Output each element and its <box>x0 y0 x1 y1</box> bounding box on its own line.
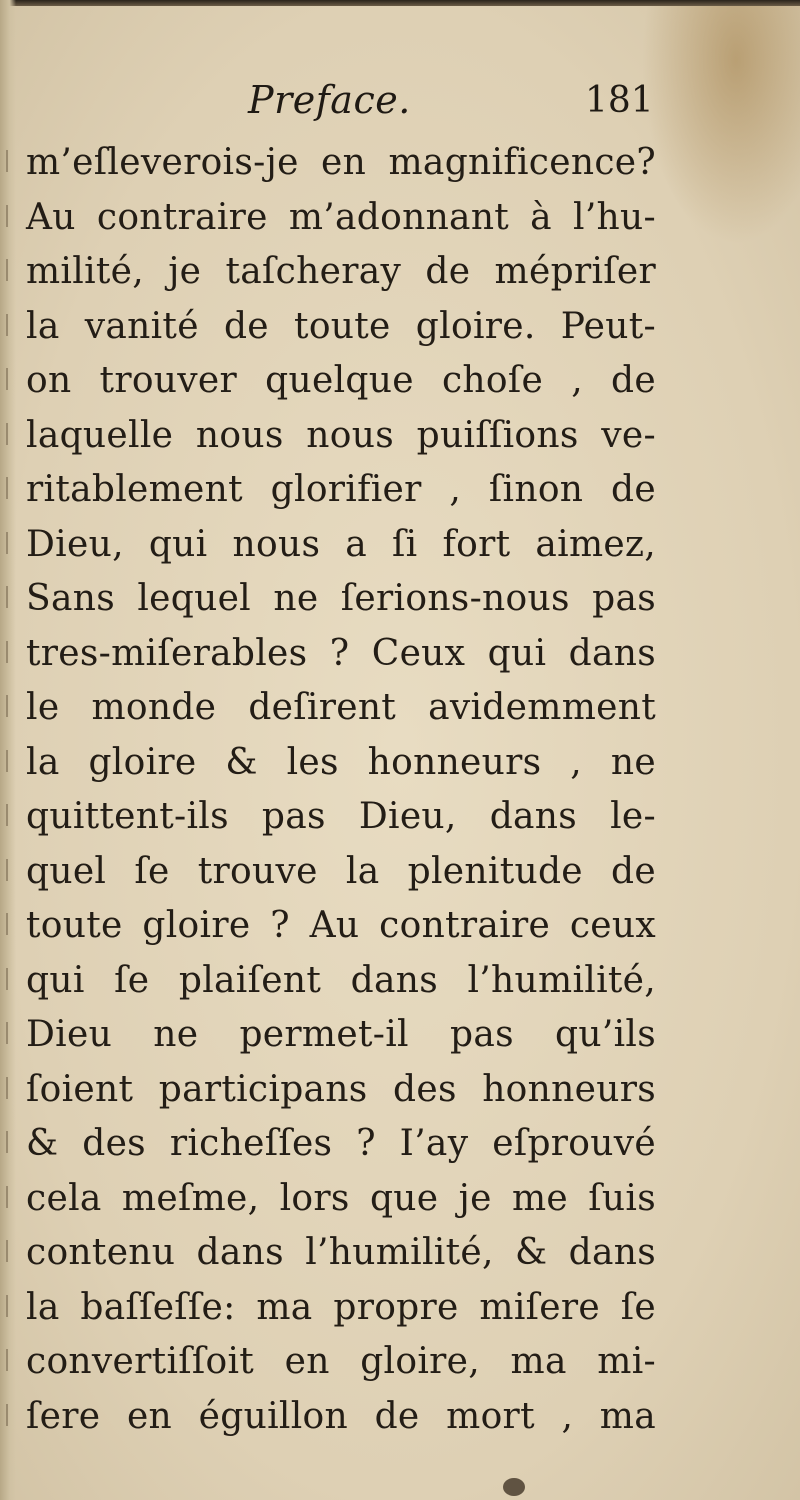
text-line: toute gloire ? Au contraire ceux <box>26 905 656 946</box>
body-text <box>26 136 656 1444</box>
page-header <box>0 78 800 128</box>
text-line: Dieu, qui nous a ſi fort aimez, <box>26 523 656 565</box>
gutter-mark <box>6 1240 16 1262</box>
text-line: & des richeſſes ? I’ay eſprouvé <box>26 1123 656 1164</box>
gutter-mark <box>6 968 16 990</box>
gutter-mark <box>6 1404 16 1426</box>
ink-spot <box>503 1478 525 1496</box>
text-line: on trouver quelque choſe , de <box>26 360 656 401</box>
text-line: quel ſe trouve la plenitude de <box>26 850 656 892</box>
text-line: la gloire & les honneurs , ne <box>26 741 656 783</box>
gutter-mark <box>6 1349 16 1371</box>
gutter-mark <box>6 641 16 663</box>
running-title: Preface. <box>248 78 411 122</box>
gutter-mark <box>6 1295 16 1317</box>
page-number: 181 <box>585 80 654 121</box>
text-line: laquelle nous nous puiſſions ve- <box>26 414 656 456</box>
page-top-edge <box>0 0 800 6</box>
text-line: contenu dans l’humilité, & dans <box>26 1232 656 1273</box>
gutter-mark <box>6 1022 16 1044</box>
text-line: milité, je taſcheray de mépriſer <box>26 251 656 292</box>
text-line: le monde deſirent avidemment <box>26 687 656 728</box>
gutter-mark <box>6 368 16 390</box>
gutter-mark <box>6 750 16 772</box>
text-line: Dieu ne permet-il pas qu’ils <box>26 1014 656 1055</box>
gutter-mark <box>6 150 16 172</box>
text-line: cela meſme, lors que je me ſuis <box>26 1177 656 1219</box>
gutter-mark <box>6 1186 16 1208</box>
text-line: m’eſleverois-je en magnificence? <box>26 142 656 183</box>
gutter-mark <box>6 532 16 554</box>
text-line: ſere en éguillon de mort , ma <box>26 1395 656 1437</box>
text-line: Au contraire m’adonnant à l’hu- <box>26 196 656 238</box>
text-line: tres-miſerables ? Ceux qui dans <box>26 632 656 674</box>
gutter-mark <box>6 859 16 881</box>
gutter-mark <box>6 259 16 281</box>
gutter-mark <box>6 205 16 227</box>
text-line: la vanité de toute gloire. Peut- <box>26 305 656 347</box>
gutter-mark <box>6 586 16 608</box>
gutter-mark <box>6 314 16 336</box>
text-line: qui ſe plaiſent dans l’humilité, <box>26 959 656 1001</box>
text-line: ritablement glorifier , ſinon de <box>26 469 656 510</box>
gutter-mark <box>6 423 16 445</box>
text-line: la baſſeſſe: ma propre miſere ſe <box>26 1286 656 1328</box>
gutter-mark <box>6 1077 16 1099</box>
gutter-mark <box>6 695 16 717</box>
text-line: Sans lequel ne ſerions-nous pas <box>26 578 656 619</box>
text-line: ſoient participans des honneurs <box>26 1068 656 1110</box>
gutter-mark <box>6 1131 16 1153</box>
gutter-mark <box>6 913 16 935</box>
gutter-mark <box>6 477 16 499</box>
text-line: convertiſſoit en gloire, ma mi- <box>26 1341 656 1382</box>
text-line: quittent-ils pas Dieu, dans le- <box>26 796 656 837</box>
gutter-mark <box>6 804 16 826</box>
